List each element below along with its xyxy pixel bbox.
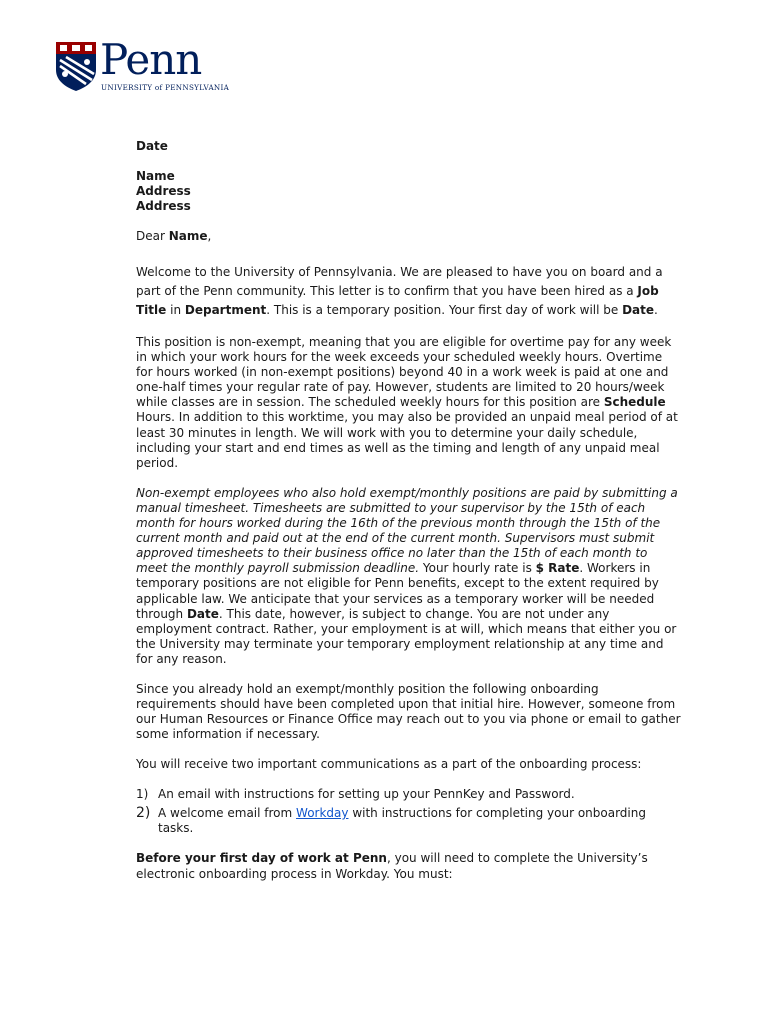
list-number: 1) [136,787,149,802]
timesheet-italic-text: Non-exempt employees who also hold exempt/monthly positions are paid by submitting a manual timesheet. Timesheets are submitted to your supervisor by the 15th of each month for hours worked during the 16th of the previous month through the 15th of the current month and paid out at the end of the current month. Supervisors must submit approved timesheets to their business office no later than the 15th of each month to meet the monthly payroll submission deadline. [136,485,678,576]
recipient-address-1: Address [136,184,191,198]
recipient-block [136,169,681,214]
salutation-text: Dear [136,229,169,243]
before-bold-text: Before your first day of work at Penn [136,851,387,866]
communications-list [136,787,681,836]
job-title-field: Job Title [136,284,659,317]
welcome-text-1: Welcome to the University of Pennsylvania. We are pleased to have you on board and a part of the Penn community. This letter is to confirm that you have been hired as a [136,265,663,298]
nonexempt-text-2: Hours. In addition to this worktime, you may also be provided an unpaid meal period of at least 30 minutes in length. We will work with you to determine your daily schedule, including your start and end times as well as the timing and length of any unpaid meal period. [136,410,678,470]
salutation-name: Name [168,229,208,243]
before-text: , you will need to complete the University’s electronic onboarding process in Workday. You must: [136,851,648,881]
timesheet-text-1: Your hourly rate is [419,561,536,576]
department-field: Department [184,303,267,317]
welcome-text-4: . [654,303,658,317]
schedule-field: Schedule [603,395,666,410]
penn-shield-icon [54,40,98,92]
salutation-comma: , [207,229,212,243]
nonexempt-paragraph [136,335,681,471]
timesheet-text-2: . Workers in temporary positions are not eligible for Penn benefits, except to the extent required by applicable law. We anticipate that your services as a temporary worker will be needed through [136,561,659,621]
welcome-text-3: . This is a temporary position. Your first day of work will be [266,303,623,317]
timesheet-paragraph [136,486,681,667]
letter-date: Date [136,139,168,153]
list-item [136,806,681,836]
recipient-address-2: Address [136,199,191,213]
list-item [136,787,681,802]
logo-wordmark: Penn [100,35,202,84]
salutation [136,229,681,244]
recipient-name: Name [136,169,175,183]
nonexempt-text-1: This position is non-exempt, meaning that you are eligible for overtime pay for any week in which your work hours for the week exceeds your scheduled weekly hours. Overtime for hours worked (in non-exempt positions) beyond 40 in a work week is paid at one and one-half times your regular rate of pay. However, students are limited to 20 hours/week while classes are in session. The scheduled weekly hours for this position are [136,335,672,410]
list-item-text: A welcome email from [158,806,297,821]
letter-body [136,139,681,897]
list-number: 2) [136,805,151,822]
welcome-text-2: in [166,303,185,317]
logo-subtitle: UNIVERSITY of PENNSYLVANIA [101,83,230,92]
start-date-field: Date [622,303,655,317]
timesheet-text-3: . This date, however, is subject to change. You are not under any employment contract. Rather, your employment is at will, which means that either you or the University may terminate your temporary employment relationship at any time and for any reason. [136,606,677,666]
end-date-field: Date [186,606,219,621]
rate-field: $ Rate [535,561,580,576]
before-paragraph [136,851,681,881]
list-item-text-2: with instructions for completing your onboarding tasks. [158,806,646,836]
penn-logo [54,35,230,96]
since-paragraph: Since you already hold an exempt/monthly position the following onboarding requirements should have been completed upon that initial hire. However, someone from our Human Resources or Finance Office may reach out to you via phone or email to gather some information if necessary. [136,681,681,742]
list-item-text: An email with instructions for setting up your PennKey and Password. [158,787,575,802]
welcome-paragraph [136,263,681,320]
workday-link[interactable]: Workday [296,806,349,821]
communications-intro: You will receive two important communications as a part of the onboarding process: [136,757,642,772]
